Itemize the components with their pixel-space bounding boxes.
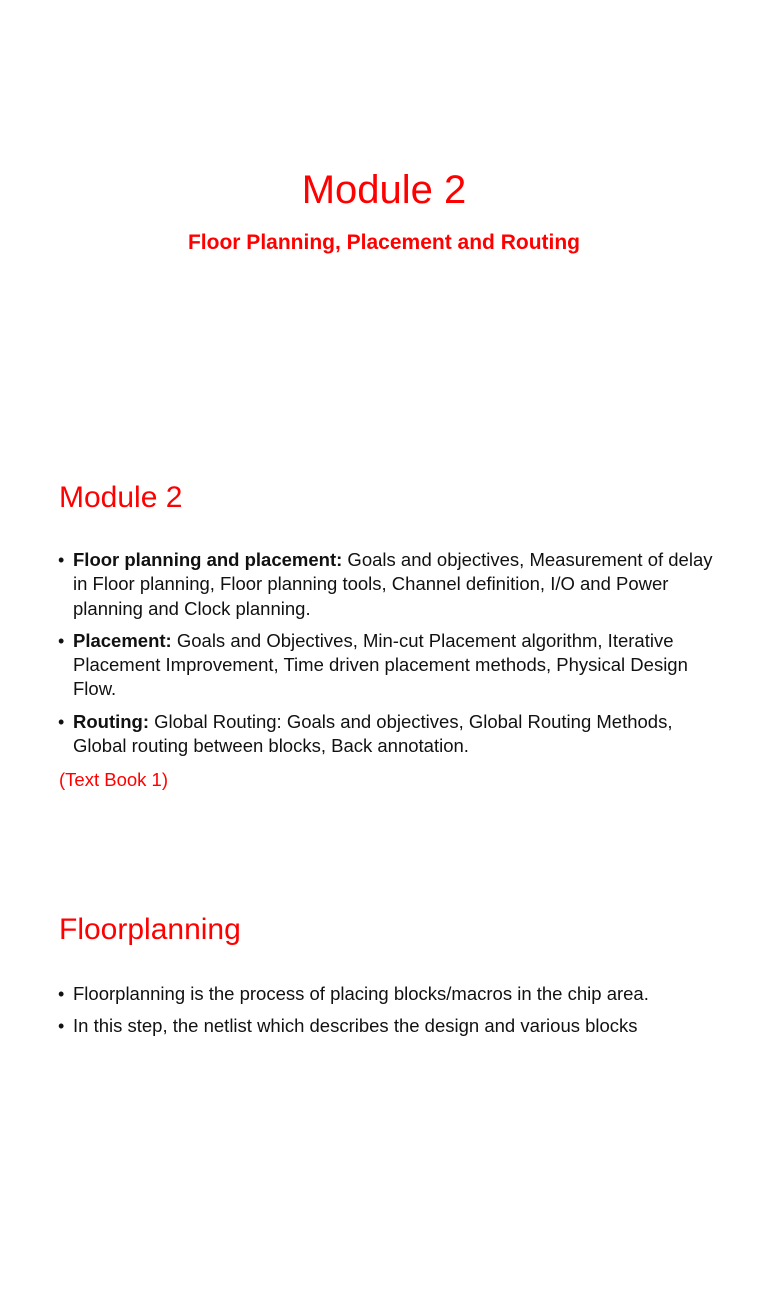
reference-note: (Text Book 1): [59, 769, 168, 790]
slide-heading: Floorplanning: [59, 913, 241, 946]
bullet-term: Floor planning and placement:: [73, 549, 343, 570]
slide-title-heading: Module 2: [301, 168, 467, 212]
list-item: [56, 1014, 716, 1038]
bullet-text: Goals and objectives, Measurement of delay in Floor planning, Floor planning tools, Channel definition, I/O and Power planning and Clock planning.: [73, 549, 713, 619]
bullet-text: Floorplanning is the process of placing blocks/macros in the chip area.: [73, 983, 649, 1004]
list-item: [56, 629, 716, 702]
slide-heading: Module 2: [59, 481, 183, 514]
list-item: [56, 710, 716, 759]
bullet-icon: •: [58, 984, 65, 1004]
slide-floorplanning: [0, 864, 768, 1296]
bullet-icon: •: [58, 1016, 65, 1037]
bullet-list: [56, 548, 716, 766]
bullet-icon: •: [58, 630, 65, 651]
bullet-list: [56, 982, 716, 1047]
list-item: [56, 548, 716, 621]
bullet-icon: •: [58, 550, 65, 570]
bullet-term: Routing:: [73, 710, 150, 732]
bullet-text: Global Routing: Goals and objectives, Global Routing Methods, Global routing between blocks, Back annotation.: [73, 710, 673, 757]
slide-title-subtitle: Floor Planning, Placement and Routing: [187, 231, 581, 254]
bullet-text: In this step, the netlist which describes the design and various blocks: [73, 1015, 638, 1037]
bullet-icon: •: [58, 711, 65, 732]
slide-module-overview: [0, 432, 768, 864]
bullet-text: Goals and Objectives, Min-cut Placement algorithm, Iterative Placement Improvement, Time driven placement methods, Physical Design Flow.: [73, 629, 688, 700]
list-item: [56, 982, 716, 1006]
bullet-term: Placement:: [73, 629, 172, 651]
slide-title: [0, 0, 768, 432]
